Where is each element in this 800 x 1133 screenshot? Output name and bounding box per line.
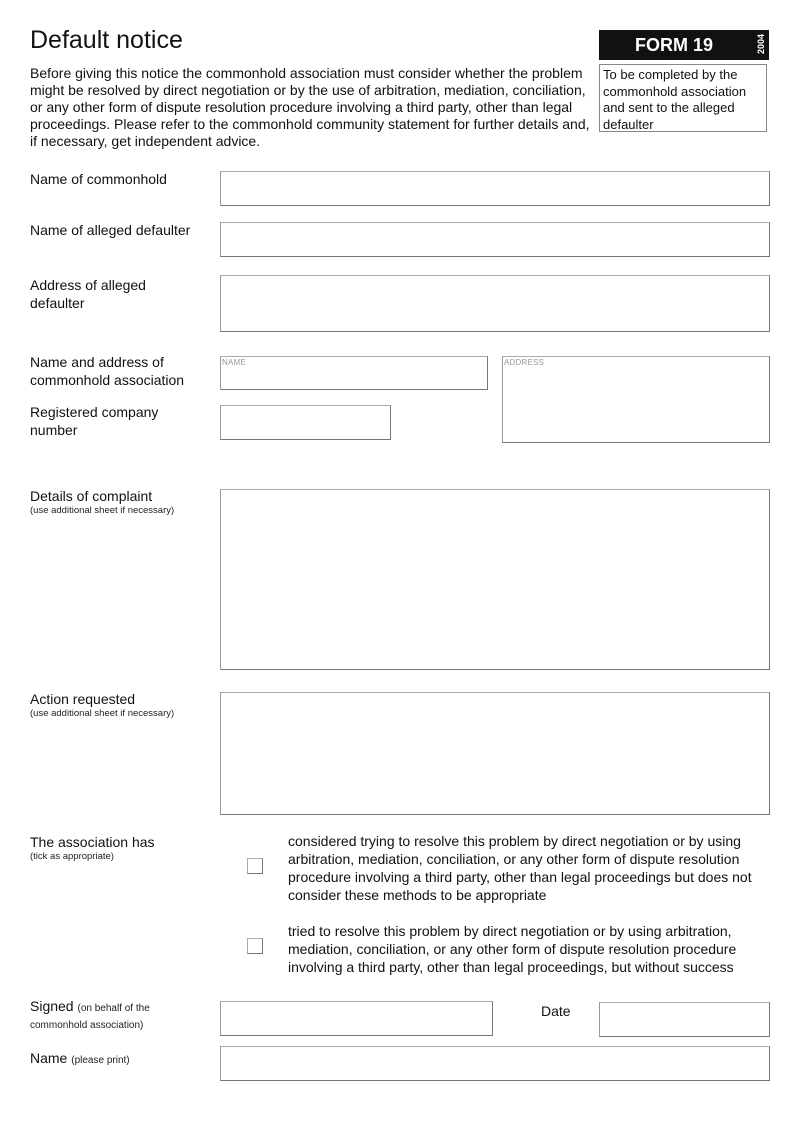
intro-text: Before giving this notice the commonhold association must consider whether the problem might be resolved by direct negotiation or by the use of arbitration, mediation, conciliation, or any other form of dispute resolution procedure involving a third party, other than legal proceedings. Please refer to the commonhold community statement for further details and, if necessary, get independent advice.	[30, 65, 590, 149]
option-tried-checkbox[interactable]	[247, 938, 263, 954]
association-has-label-text: The association has	[30, 834, 155, 850]
complaint-sublabel: (use additional sheet if necessary)	[30, 505, 175, 516]
name-of-defaulter-field[interactable]	[220, 222, 770, 257]
address-of-defaulter-label: Address of alleged defaulter	[30, 277, 146, 311]
form-number: FORM 19	[634, 35, 713, 55]
association-name-placeholder: NAME	[222, 358, 246, 367]
option-considered-text: considered trying to resolve this problem by direct negotiation or by using arbitration, mediation, conciliation, or any other form of dispute resolution procedure involving a third party, other than legal proceedings but does not consider these methods to be appropriate	[288, 833, 752, 903]
association-name-field[interactable]	[220, 356, 488, 390]
action-field[interactable]	[220, 692, 770, 815]
signed-label-text: Signed	[30, 998, 74, 1014]
action-sublabel: (use additional sheet if necessary)	[30, 708, 175, 719]
form-year: 2004	[755, 33, 766, 55]
company-number-field[interactable]	[220, 405, 391, 440]
form-number-badge	[599, 30, 769, 60]
form-instructions-note: To be completed by the commonhold association and sent to the alleged defaulter	[599, 64, 767, 132]
name-of-commonhold-label: Name of commonhold	[30, 171, 167, 187]
date-field[interactable]	[599, 1002, 770, 1037]
print-name-label-text: Name	[30, 1050, 68, 1066]
association-address-placeholder: ADDRESS	[504, 358, 545, 367]
association-has-sublabel: (tick as appropriate)	[30, 851, 114, 862]
date-label: Date	[541, 1003, 571, 1019]
option-tried-text: tried to resolve this problem by direct negotiation or by using arbitration, mediation, conciliation, or any other form of dispute resolution procedure involving a third party, other than legal proceedings, but without success	[288, 923, 737, 975]
page-title: Default notice	[30, 26, 183, 54]
print-name-label	[30, 1049, 130, 1070]
name-of-defaulter-label: Name of alleged defaulter	[30, 222, 191, 238]
action-label	[30, 690, 174, 719]
print-name-sublabel: (please print)	[71, 1055, 130, 1066]
action-label-text: Action requested	[30, 691, 136, 707]
association-address-field[interactable]	[502, 356, 770, 443]
association-has-label	[30, 833, 155, 862]
complaint-label-text: Details of complaint	[30, 488, 153, 504]
association-name-address-label: Name and address of commonhold association	[30, 354, 185, 388]
signature-field[interactable]	[220, 1001, 493, 1036]
signed-sublabel: (on behalf of the commonhold association)	[30, 1003, 150, 1031]
option-considered-checkbox[interactable]	[247, 858, 263, 874]
name-of-commonhold-field[interactable]	[220, 171, 770, 206]
signed-label	[30, 999, 200, 1033]
complaint-field[interactable]	[220, 489, 770, 670]
company-number-label: Registered company number	[30, 404, 159, 438]
address-of-defaulter-field[interactable]	[220, 275, 770, 332]
print-name-field[interactable]	[220, 1046, 770, 1081]
complaint-label	[30, 487, 174, 516]
